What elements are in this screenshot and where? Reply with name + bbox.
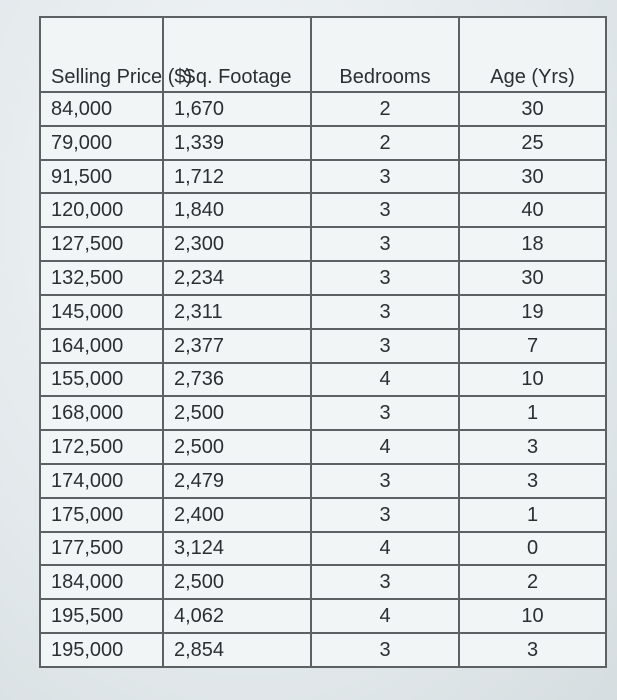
cell-bedrooms: 3 bbox=[311, 295, 459, 329]
table-row bbox=[40, 599, 606, 633]
cell-sq-footage: 4,062 bbox=[163, 599, 311, 633]
cell-age: 30 bbox=[459, 160, 606, 194]
cell-sq-footage: 2,377 bbox=[163, 329, 311, 363]
table-row bbox=[40, 633, 606, 667]
cell-bedrooms: 3 bbox=[311, 193, 459, 227]
cell-age: 1 bbox=[459, 498, 606, 532]
header-bedrooms: Bedrooms bbox=[311, 17, 459, 92]
cell-selling-price: 79,000 bbox=[40, 126, 163, 160]
cell-bedrooms: 4 bbox=[311, 363, 459, 397]
cell-sq-footage: 2,500 bbox=[163, 396, 311, 430]
cell-selling-price: 91,500 bbox=[40, 160, 163, 194]
cell-age: 3 bbox=[459, 430, 606, 464]
cell-sq-footage: 2,311 bbox=[163, 295, 311, 329]
table-row bbox=[40, 532, 606, 566]
table-row bbox=[40, 565, 606, 599]
table-row bbox=[40, 464, 606, 498]
cell-sq-footage: 1,670 bbox=[163, 92, 311, 126]
cell-selling-price: 127,500 bbox=[40, 227, 163, 261]
cell-selling-price: 175,000 bbox=[40, 498, 163, 532]
table-row bbox=[40, 295, 606, 329]
cell-bedrooms: 3 bbox=[311, 396, 459, 430]
cell-bedrooms: 3 bbox=[311, 565, 459, 599]
header-age: Age (Yrs) bbox=[459, 17, 606, 92]
table-row bbox=[40, 430, 606, 464]
header-selling-price: Selling Price ($) bbox=[40, 17, 163, 92]
cell-age: 30 bbox=[459, 261, 606, 295]
cell-selling-price: 195,000 bbox=[40, 633, 163, 667]
cell-sq-footage: 1,712 bbox=[163, 160, 311, 194]
cell-bedrooms: 4 bbox=[311, 599, 459, 633]
cell-selling-price: 177,500 bbox=[40, 532, 163, 566]
table-row bbox=[40, 498, 606, 532]
cell-age: 19 bbox=[459, 295, 606, 329]
table-row bbox=[40, 329, 606, 363]
cell-selling-price: 168,000 bbox=[40, 396, 163, 430]
cell-bedrooms: 3 bbox=[311, 329, 459, 363]
cell-sq-footage: 1,339 bbox=[163, 126, 311, 160]
cell-age: 30 bbox=[459, 92, 606, 126]
cell-age: 10 bbox=[459, 363, 606, 397]
cell-bedrooms: 3 bbox=[311, 261, 459, 295]
cell-bedrooms: 3 bbox=[311, 464, 459, 498]
cell-bedrooms: 4 bbox=[311, 532, 459, 566]
cell-bedrooms: 2 bbox=[311, 126, 459, 160]
table-row bbox=[40, 92, 606, 126]
cell-selling-price: 120,000 bbox=[40, 193, 163, 227]
table-row bbox=[40, 160, 606, 194]
table-row bbox=[40, 126, 606, 160]
cell-selling-price: 132,500 bbox=[40, 261, 163, 295]
table-row bbox=[40, 363, 606, 397]
table-row bbox=[40, 261, 606, 295]
cell-selling-price: 172,500 bbox=[40, 430, 163, 464]
cell-age: 10 bbox=[459, 599, 606, 633]
header-sq-footage: Sq. Footage bbox=[163, 17, 311, 92]
cell-bedrooms: 3 bbox=[311, 633, 459, 667]
cell-sq-footage: 2,234 bbox=[163, 261, 311, 295]
cell-sq-footage: 2,854 bbox=[163, 633, 311, 667]
cell-age: 3 bbox=[459, 464, 606, 498]
table-body bbox=[40, 92, 606, 667]
cell-selling-price: 145,000 bbox=[40, 295, 163, 329]
cell-age: 7 bbox=[459, 329, 606, 363]
cell-selling-price: 164,000 bbox=[40, 329, 163, 363]
cell-bedrooms: 2 bbox=[311, 92, 459, 126]
cell-sq-footage: 2,500 bbox=[163, 430, 311, 464]
cell-selling-price: 184,000 bbox=[40, 565, 163, 599]
cell-sq-footage: 3,124 bbox=[163, 532, 311, 566]
cell-selling-price: 155,000 bbox=[40, 363, 163, 397]
cell-bedrooms: 3 bbox=[311, 160, 459, 194]
cell-bedrooms: 3 bbox=[311, 498, 459, 532]
cell-sq-footage: 2,300 bbox=[163, 227, 311, 261]
cell-sq-footage: 2,479 bbox=[163, 464, 311, 498]
cell-selling-price: 84,000 bbox=[40, 92, 163, 126]
cell-sq-footage: 2,500 bbox=[163, 565, 311, 599]
cell-age: 25 bbox=[459, 126, 606, 160]
cell-age: 18 bbox=[459, 227, 606, 261]
cell-age: 1 bbox=[459, 396, 606, 430]
cell-age: 2 bbox=[459, 565, 606, 599]
housing-data-table bbox=[39, 16, 607, 668]
header-row bbox=[40, 17, 606, 92]
cell-selling-price: 174,000 bbox=[40, 464, 163, 498]
cell-bedrooms: 3 bbox=[311, 227, 459, 261]
cell-sq-footage: 1,840 bbox=[163, 193, 311, 227]
cell-age: 3 bbox=[459, 633, 606, 667]
table-row bbox=[40, 227, 606, 261]
cell-age: 0 bbox=[459, 532, 606, 566]
table-row bbox=[40, 396, 606, 430]
cell-bedrooms: 4 bbox=[311, 430, 459, 464]
cell-sq-footage: 2,400 bbox=[163, 498, 311, 532]
table-row bbox=[40, 193, 606, 227]
cell-selling-price: 195,500 bbox=[40, 599, 163, 633]
cell-sq-footage: 2,736 bbox=[163, 363, 311, 397]
cell-age: 40 bbox=[459, 193, 606, 227]
